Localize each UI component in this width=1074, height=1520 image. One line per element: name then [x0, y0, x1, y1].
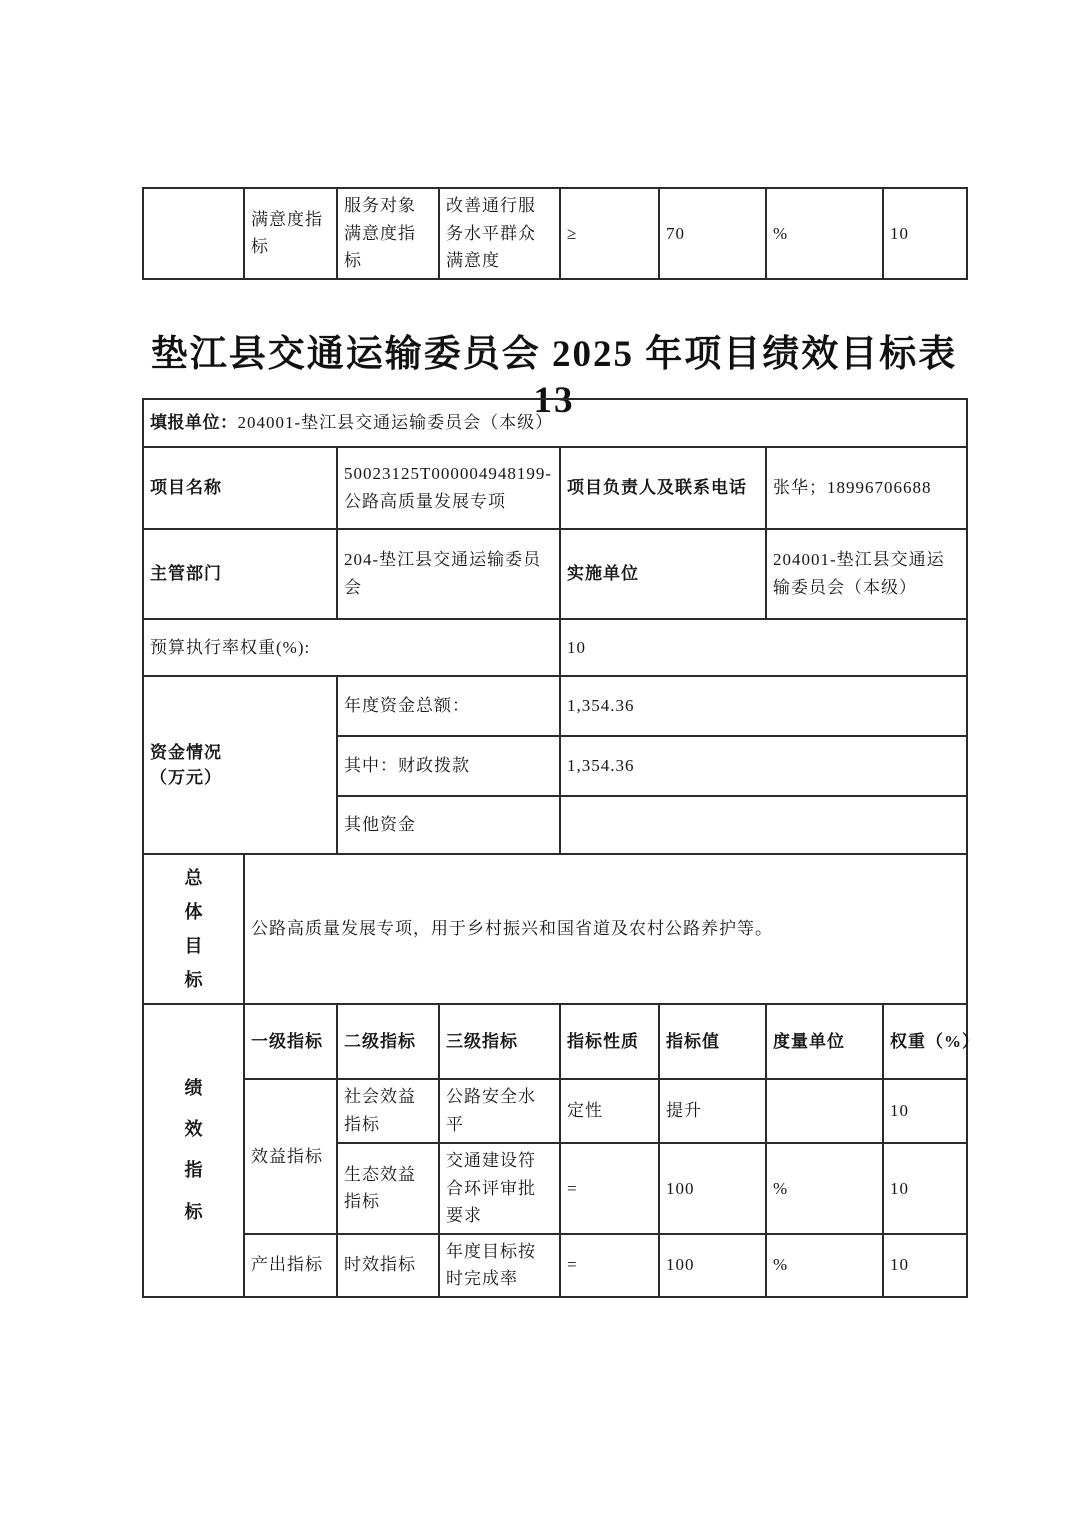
- funding-other-value: [560, 796, 967, 854]
- measure-unit-cell: %: [766, 1234, 883, 1297]
- indicator-header-row: [143, 1004, 967, 1079]
- indicator-value-cell: 70: [659, 188, 766, 279]
- indicator-value-cell: 100: [659, 1234, 766, 1297]
- header-level3: 三级指标: [439, 1004, 560, 1079]
- level3-indicator-cell: 交通建设符合环评审批要求: [439, 1143, 560, 1234]
- indicator-row-social: [143, 1079, 967, 1143]
- section-spanner-cell: [143, 188, 244, 279]
- weight-cell: 10: [883, 1143, 967, 1234]
- level2-indicator-cell: 服务对象满意度指标: [337, 188, 439, 279]
- header-unit: 度量单位: [766, 1004, 883, 1079]
- indicators-section-label: 绩效指标: [184, 1077, 203, 1222]
- indicator-value-cell: 提升: [659, 1079, 766, 1143]
- measure-unit-cell: %: [766, 1143, 883, 1234]
- project-leader-label: 项目负责人及联系电话: [560, 447, 766, 529]
- project-name-row: [143, 447, 967, 529]
- overall-goal-content: 公路高质量发展专项，用于乡村振兴和国省道及农村公路养护等。: [244, 854, 967, 1004]
- funding-total-label: 年度资金总额：: [337, 676, 560, 736]
- level2-indicator-cell: 社会效益指标: [337, 1079, 439, 1143]
- header-value: 指标值: [659, 1004, 766, 1079]
- measure-unit-cell: [766, 1079, 883, 1143]
- overall-goal-row: [143, 854, 967, 1004]
- page-title: 垫江县交通运输委员会 2025 年项目绩效目标表 13: [150, 334, 958, 422]
- funding-total-row: [143, 676, 967, 736]
- dept-label: 主管部门: [143, 529, 337, 619]
- budget-weight-label: 预算执行率权重(%):: [143, 619, 560, 676]
- funding-fiscal-value: 1,354.36: [560, 736, 967, 796]
- level1-indicator-cell: 满意度指标: [244, 188, 337, 279]
- continuation-table: [142, 187, 968, 280]
- dept-value: 204-垫江县交通运输委员会: [337, 529, 560, 619]
- indicator-nature-cell: 定性: [560, 1079, 659, 1143]
- budget-weight-value: 10: [560, 619, 967, 676]
- weight-cell: 10: [883, 1079, 967, 1143]
- department-row: [143, 529, 967, 619]
- report-unit-row: [143, 399, 967, 447]
- funding-label-line2: （万元）: [150, 768, 222, 787]
- header-weight: 权重（%）: [883, 1004, 967, 1079]
- overall-goal-label: 总体目标: [184, 867, 203, 991]
- weight-cell: 10: [883, 188, 967, 279]
- indicator-value-cell: 100: [659, 1143, 766, 1234]
- indicator-row-output: [143, 1234, 967, 1297]
- indicator-nature-cell: =: [560, 1143, 659, 1234]
- indicator-nature-cell: =: [560, 1234, 659, 1297]
- indicator-nature-cell: ≥: [560, 188, 659, 279]
- indicators-section-label-cell: [143, 1004, 244, 1297]
- level3-indicator-cell: 年度目标按时完成率: [439, 1234, 560, 1297]
- level1-indicator-cell: 产出指标: [244, 1234, 337, 1297]
- project-name-label: 项目名称: [143, 447, 337, 529]
- level2-indicator-cell: 时效指标: [337, 1234, 439, 1297]
- report-unit-value: 204001-垫江县交通运输委员会（本级）: [237, 413, 554, 433]
- header-level1: 一级指标: [244, 1004, 337, 1079]
- report-unit-cell: [143, 399, 967, 447]
- project-name-value: 50023125T000004948199-公路高质量发展专项: [337, 447, 560, 529]
- weight-cell: 10: [883, 1234, 967, 1297]
- project-leader-value: 张华；18996706688: [766, 447, 967, 529]
- level2-indicator-cell: 生态效益指标: [337, 1143, 439, 1234]
- measure-unit-cell: %: [766, 188, 883, 279]
- level3-indicator-cell: 改善通行服务水平群众满意度: [439, 188, 560, 279]
- funding-fiscal-label: 其中：财政拨款: [337, 736, 560, 796]
- budget-weight-row: [143, 619, 967, 676]
- impl-unit-label: 实施单位: [560, 529, 766, 619]
- level3-indicator-cell: 公路安全水平: [439, 1079, 560, 1143]
- overall-goal-label-cell: [143, 854, 244, 1004]
- table-row: [143, 188, 967, 279]
- header-nature: 指标性质: [560, 1004, 659, 1079]
- funding-total-value: 1,354.36: [560, 676, 967, 736]
- funding-other-label: 其他资金: [337, 796, 560, 854]
- funding-section-label: [143, 676, 337, 854]
- performance-target-table: [142, 398, 980, 1298]
- header-level2: 二级指标: [337, 1004, 439, 1079]
- impl-unit-value: 204001-垫江县交通运输委员会（本级）: [766, 529, 967, 619]
- funding-label-line1: 资金情况: [150, 742, 222, 762]
- report-unit-label: 填报单位：: [150, 413, 238, 433]
- level1-indicator-cell: 效益指标: [244, 1079, 337, 1234]
